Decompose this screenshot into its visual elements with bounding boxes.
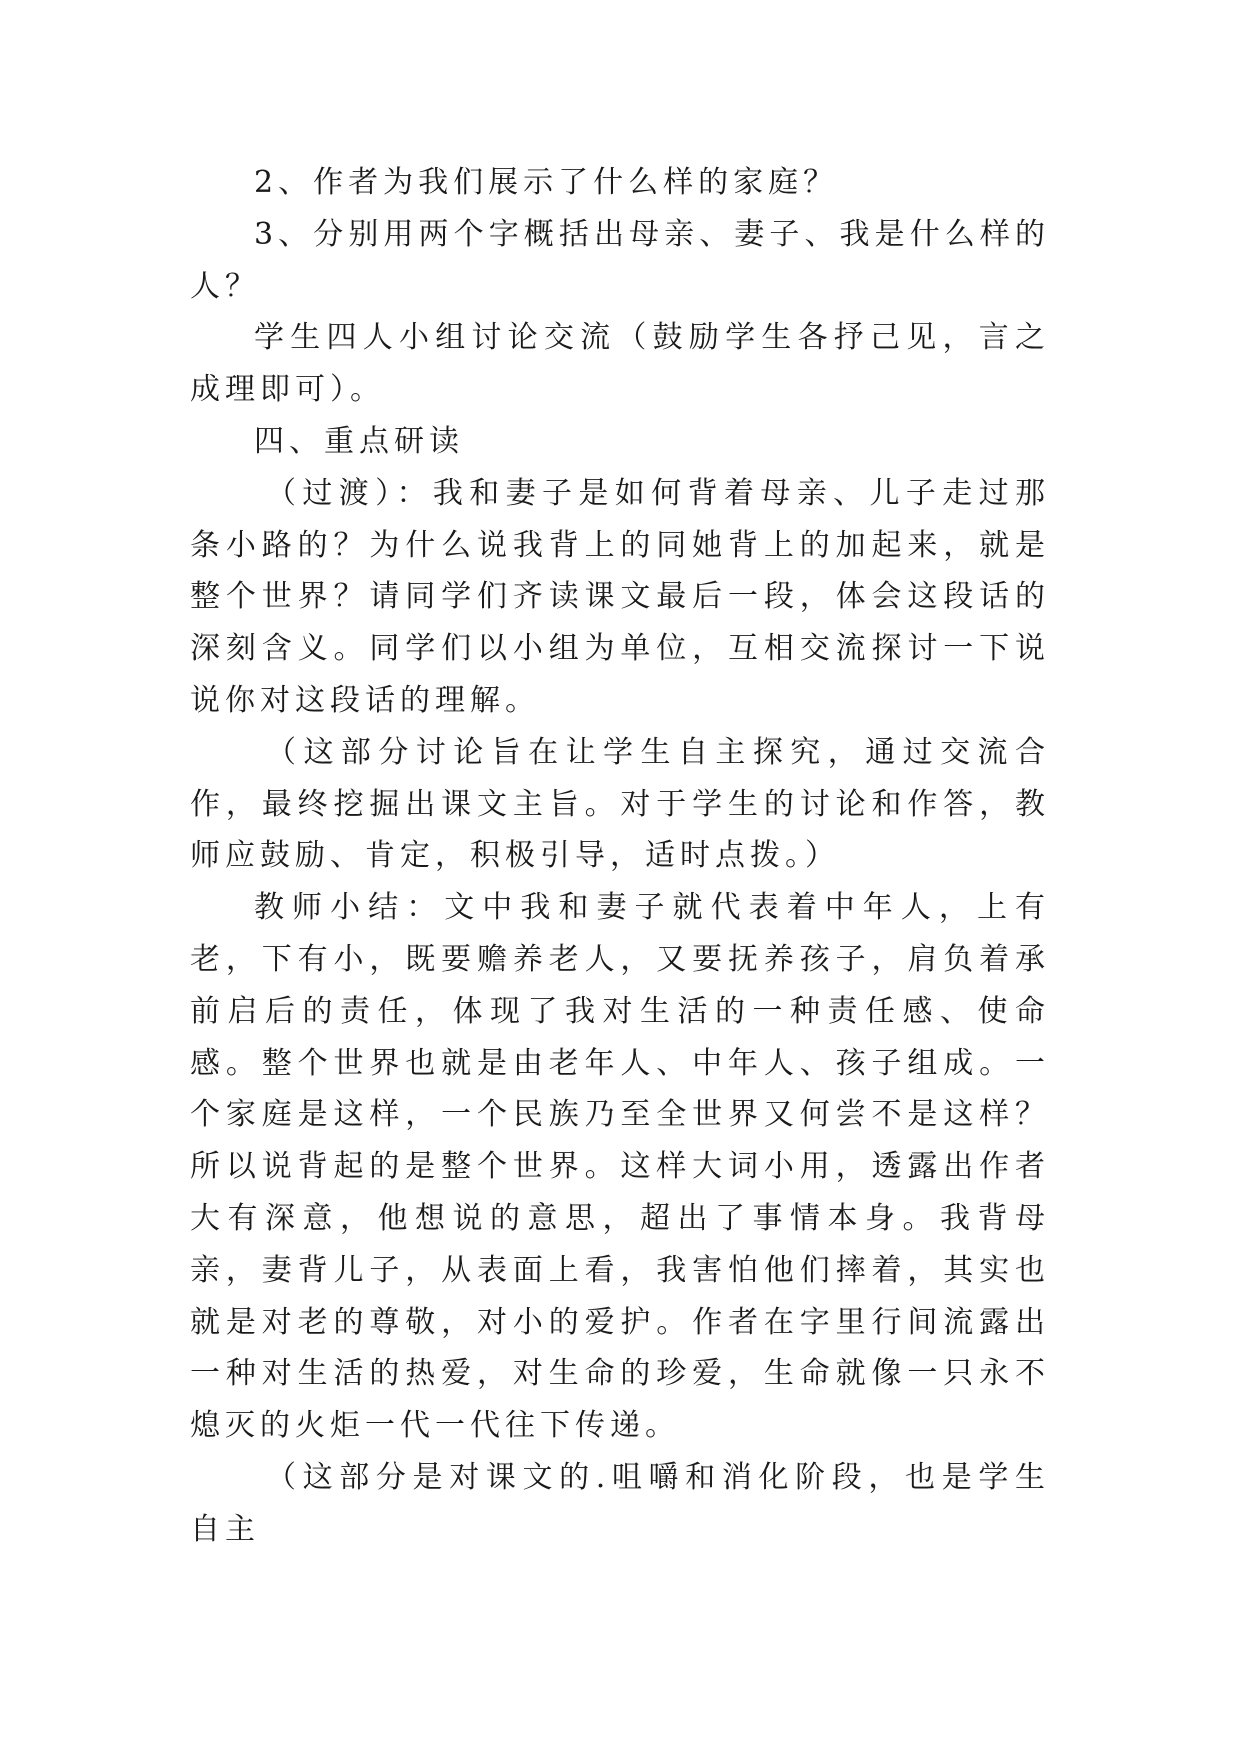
- document-body: [190, 157, 1050, 1556]
- transition-paragraph: （过渡）：我和妻子是如何背着母亲、儿子走过那条小路的？为什么说我背上的同她背上的加起来，就是整个世界？请同学们齐读课文最后一段，体会这段话的深刻含义。同学们以小组为单位，互相交流探讨一下说说你对这段话的理解。: [190, 475, 1050, 718]
- stage-note: （这部分是对课文的.咀嚼和消化阶段，也是学生自主: [190, 1459, 1050, 1547]
- discussion-purpose-note: （这部分讨论旨在让学生自主探究，通过交流合作，最终挖掘出课文主旨。对于学生的讨论和作答，教师应鼓励、肯定，积极引导，适时点拨。）: [190, 734, 1050, 874]
- question-3: 3、分别用两个字概括出母亲、妻子、我是什么样的人？: [190, 216, 1050, 304]
- question-2: 2、作者为我们展示了什么样的家庭？: [254, 165, 839, 200]
- group-discussion-note: 学生四人小组讨论交流（鼓励学生各抒己见，言之成理即可）。: [190, 320, 1050, 408]
- section-heading-key-reading: 四、重点研读: [254, 423, 464, 459]
- teacher-summary: 教师小结：文中我和妻子就代表着中年人，上有老，下有小，既要赡养老人，又要抚养孩子，肩负着承前启后的责任，体现了我对生活的一种责任感、使命感。整个世界也就是由老年人、中年人、孩子组成。一个家庭是这样，一个民族乃至全世界又何尝不是这样？所以说背起的是整个世界。这样大词小用，透露出作者大有深意，他想说的意思，超出了事情本身。我背母亲，妻背儿子，从表面上看，我害怕他们摔着，其实也就是对老的尊敬，对小的爱护。作者在字里行间流露出一种对生活的热爱，对生命的珍爱，生命就像一只永不熄灭的火炬一代一代往下传递。: [190, 890, 1050, 1444]
